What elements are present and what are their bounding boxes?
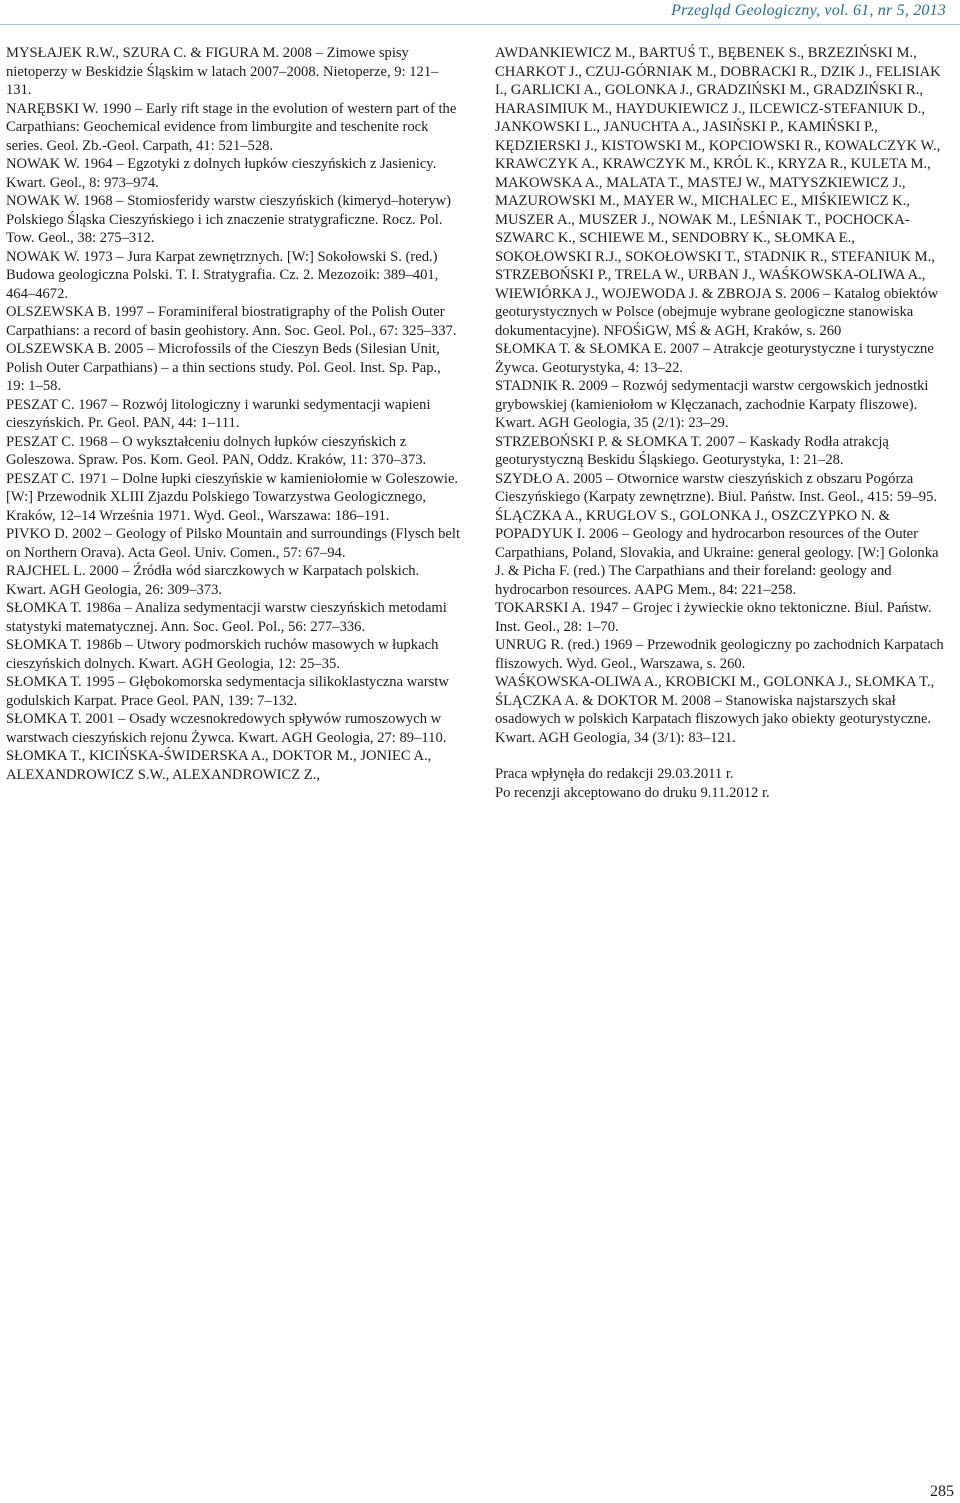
- reference-entry: WAŚKOWSKA-OLIWA A., KROBICKI M., GOLONKA J., SŁOMKA T., ŚLĄCZKA A. & DOKTOR M. 2008 – Stanowiska najstarszych skał osadowych w polskich Karpatach fliszowych jako obiekty geoturystyczne. Kwart. AGH Geologia, 34 (3/1): 83–121.: [495, 674, 935, 746]
- reference-entry: NARĘBSKI W. 1990 – Early rift stage in the evolution of western part of the Carpathians: Geochemical evidence from limburgite and teschenite rock series. Geol. Zb.-Geol. Carpath, 41: 521–528.: [6, 100, 457, 154]
- reference-entry: UNRUG R. (red.) 1969 – Przewodnik geologiczny po zachodnich Karpatach fliszowych. Wyd. Geol., Warszawa, s. 260.: [495, 637, 944, 672]
- page-number: 285: [930, 1483, 954, 1500]
- reference-entry: OLSZEWSKA B. 1997 – Foraminiferal biostratigraphy of the Polish Outer Carpathians: a record of basin geohistory. Ann. Soc. Geol. Pol., 67: 325–337.: [6, 304, 457, 339]
- references-left-column: [6, 44, 461, 784]
- reference-entry: OLSZEWSKA B. 2005 – Microfossils of the Cieszyn Beds (Silesian Unit, Polish Outer Carpathians) – a thin sections study. Pol. Geol. Inst. Sp. Pap., 19: 1–58.: [6, 341, 441, 394]
- reference-entry: PESZAT C. 1967 – Rozwój litologiczny i warunki sedymentacji wapieni cieszyńskich. Pr. Geol. PAN, 44: 1–111.: [6, 396, 431, 431]
- reference-entry: STRZEBOŃSKI P. & SŁOMKA T. 2007 – Kaskady Rodła atrakcją geoturystyczną Beskidu Śląskiego. Geoturystyka, 1: 21–28.: [495, 433, 889, 468]
- references-right-column: [495, 44, 950, 802]
- reference-entry: NOWAK W. 1968 – Stomiosferidy warstw cieszyńskich (kimeryd–hoteryw) Polskiego Śląska Cieszyńskiego i ich znaczenie stratygraficzne. Rocz. Pol. Tow. Geol., 38: 275–312.: [6, 193, 452, 246]
- reference-entry: AWDANKIEWICZ M., BARTUŚ T., BĘBENEK S., BRZEZIŃSKI M., CHARKOT J., CZUJ-GÓRNIAK M., DOBRACKI R., DZIK J., FELISIAK I., GARLICKI A., GOLONKA J., GRADZIŃSKI M., GRADZIŃSKI R., HARASIMIUK M., HAYDUKIEWICZ J., ILCEWICZ-STEFANIUK D., JANKOWSKI L., JANUCHTA A., JASIŃSKI P., KAMIŃSKI P., KĘDZIERSKI J., KISTOWSKI M., KOPCIOWSKI R., KOWALCZYK W., KRAWCZYK A., KRAWCZYK M., KRÓL K., KRYZA R., KULETA M., MAKOWSKA A., MALATA T., MASTEJ W., MATYSZKIEWICZ J., MAZUROWSKI M., MAYER W., MICHALEC E., MIŚKIEWICZ K., MUSZER A., MUSZER J., NOWAK M., LEŚNIAK T., POCHOCKA-SZWARC K., SCHIEWE M., SENDOBRY K., SŁOMKA E., SOKOŁOWSKI R.J., SOKOŁOWSKI T., STADNIK R., STEFANIUK M., STRZEBOŃSKI P., TRELA W., URBAN J., WAŚKOWSKA-OLIWA A., WIEWIÓRKA J., WOJEWODA J. & ZBROJA S. 2006 – Katalog obiektów geoturystycznych w Polsce (obejmuje wybrane geologiczne stanowiska dokumentacyjne). NFOŚiGW, MŚ & AGH, Kraków, s. 260: [495, 45, 941, 339]
- reference-entry: SŁOMKA T. 2001 – Osady wczesnokredowych spływów rumoszowych w warstwach cieszyńskich rejonu Żywca. Kwart. AGH Geologia, 27: 89–110.: [6, 711, 447, 746]
- received-date-note: Praca wpłynęła do redakcji 29.03.2011 r.: [495, 766, 734, 782]
- reference-entry: PESZAT C. 1968 – O wykształceniu dolnych łupków cieszyńskich z Goleszowa. Spraw. Pos. Kom. Geol. PAN, Oddz. Kraków, 11: 370–373.: [6, 433, 427, 468]
- reference-entry: SŁOMKA T. 1986a – Analiza sedymentacji warstw cieszyńskich metodami statystyki matematycznej. Ann. Soc. Geol. Pol., 56: 277–336.: [6, 600, 447, 635]
- reference-entry: STADNIK R. 2009 – Rozwój sedymentacji warstw cergowskich jednostki grybowskiej (kamieniołom w Klęczanach, zachodnie Karpaty fliszowe). Kwart. AGH Geologia, 35 (2/1): 23–29.: [495, 378, 929, 431]
- reference-entry: SŁOMKA T. 1986b – Utwory podmorskich ruchów masowych w łupkach cieszyńskich dolnych. Kwart. AGH Geologia, 12: 25–35.: [6, 637, 439, 672]
- reference-entry: SZYDŁO A. 2005 – Otwornice warstw cieszyńskich z obszaru Pogórza Cieszyńskiego (Karpaty zewnętrzne). Biul. Państw. Inst. Geol., 415: 59–95.: [495, 470, 938, 505]
- reference-entry: PESZAT C. 1971 – Dolne łupki cieszyńskie w kamieniołomie w Goleszowie. [W:] Przewodnik XLIII Zjazdu Polskiego Towarzystwa Geologicznego, Kraków, 12–14 Września 1971. Wyd. Geol., Warszawa: 186–191.: [6, 470, 459, 524]
- reference-entry: NOWAK W. 1964 – Egzotyki z dolnych łupków cieszyńskich z Jasienicy. Kwart. Geol., 8: 973–974.: [6, 156, 437, 191]
- reference-entry: NOWAK W. 1973 – Jura Karpat zewnętrznych. [W:] Sokołowski S. (red.) Budowa geologiczna Polski. T. I. Stratygrafia. Cz. 2. Mezozoik: 389–401, 464–4672.: [6, 248, 439, 302]
- reference-entry: RAJCHEL L. 2000 – Źródła wód siarczkowych w Karpatach polskich. Kwart. AGH Geologia, 26: 309–373.: [6, 563, 420, 598]
- reference-entry: SŁOMKA T. 1995 – Głębokomorska sedymentacja silikoklastyczna warstw godulskich Karpat. Prace Geol. PAN, 139: 7–132.: [6, 674, 449, 709]
- accepted-date-note: Po recenzji akceptowano do druku 9.11.2012 r.: [495, 784, 770, 801]
- reference-entry: ŚLĄCZKA A., KRUGLOV S., GOLONKA J., OSZCZYPKO N. & POPADYUK I. 2006 – Geology and hydrocarbon resources of the Outer Carpathians, Poland, Slovakia, and Ukraine: general geology. [W:] Golonka J. & Picha F. (red.) The Carpathians and their foreland: geology and hydrocarbon resources. AAPG Mem., 84: 221–258.: [495, 507, 939, 598]
- reference-entry: SŁOMKA T., KICIŃSKA-ŚWIDERSKA A., DOKTOR M., JONIEC A., ALEXANDROWICZ S.W., ALEXANDROWICZ Z.,: [6, 748, 432, 783]
- reference-entry: SŁOMKA T. & SŁOMKA E. 2007 – Atrakcje geoturystyczne i turystyczne Żywca. Geoturystyka, 4: 13–22.: [495, 341, 934, 376]
- header-rule: [0, 24, 960, 25]
- reference-entry: PIVKO D. 2002 – Geology of Pilsko Mountain and surroundings (Flysch belt on Northern Orava). Acta Geol. Univ. Comen., 57: 67–94.: [6, 526, 461, 561]
- running-title: Przegląd Geologiczny, vol. 61, nr 5, 2013: [671, 2, 946, 19]
- reference-entry: TOKARSKI A. 1947 – Grojec i żywieckie okno tektoniczne. Biul. Państw. Inst. Geol., 28: 1–70.: [495, 600, 932, 635]
- submission-note: [495, 765, 950, 802]
- reference-entry: MYSŁAJEK R.W., SZURA C. & FIGURA M. 2008 – Zimowe spisy nietoperzy w Beskidzie Śląskim w latach 2007–2008. Nietoperze, 9: 121–131.: [6, 45, 439, 98]
